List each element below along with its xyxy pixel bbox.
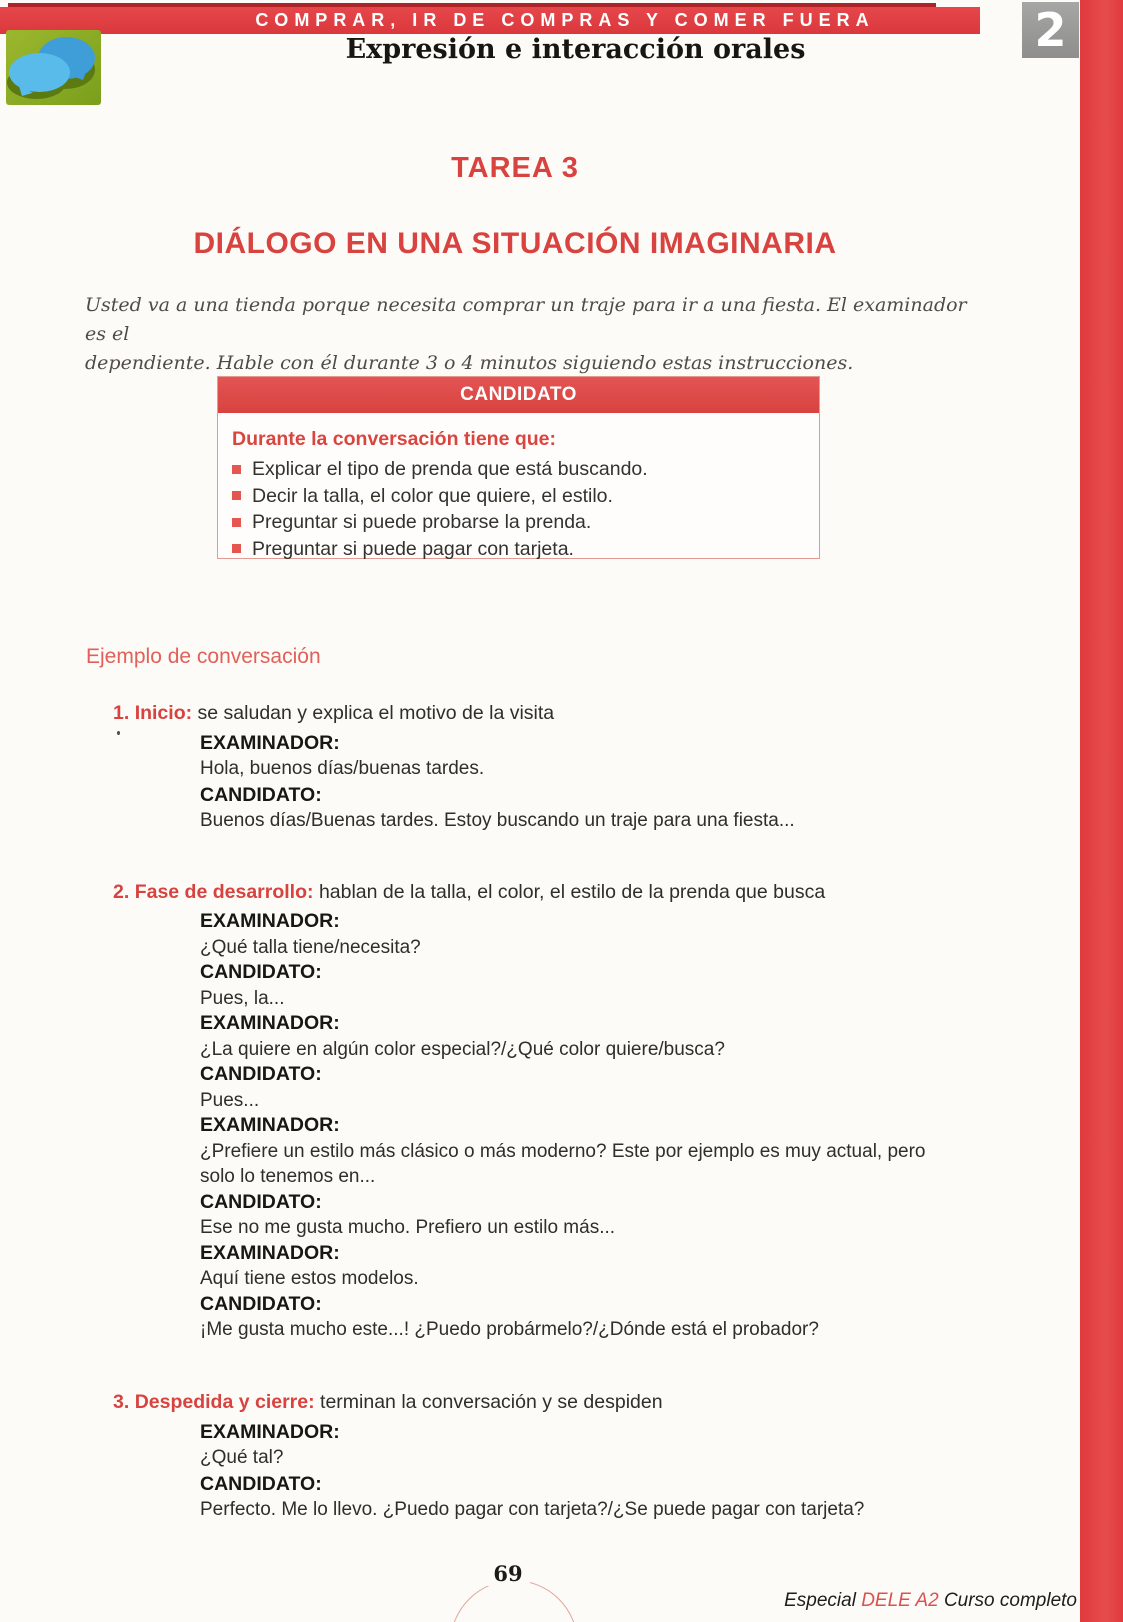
- square-bullet-icon: [232, 518, 241, 527]
- candidato-box: [217, 376, 820, 559]
- stage-description: terminan la conversación y se despiden: [320, 1391, 663, 1413]
- dialog-line: Pues, la...: [200, 987, 285, 1009]
- stage-despedida-y-cierre: [113, 1389, 1003, 1523]
- candidato-box-body: [218, 413, 819, 562]
- dialog-line: Buenos días/Buenas tardes. Estoy buscando un traje para una fiesta...: [200, 810, 795, 831]
- square-bullet-icon: [232, 491, 241, 500]
- bullet-text: Preguntar si puede pagar con tarjeta.: [252, 537, 574, 560]
- dialog-line: ¿Prefiere un estilo más clásico o más moderno? Este por ejemplo es muy actual, pero: [200, 1140, 926, 1162]
- dialog-speaker: EXAMINADOR:: [200, 1241, 340, 1264]
- unit-number: 2: [1034, 3, 1067, 57]
- task-instructions: [85, 291, 975, 378]
- stage-description: hablan de la talla, el color, el estilo de la prenda que busca: [318, 881, 826, 903]
- dialog-line: solo lo tenemos en...: [200, 1166, 376, 1187]
- dialog-block: [200, 909, 1003, 1343]
- dialog-line: Perfecto. Me lo llevo. ¿Puedo pagar con tarjeta?/¿Se puede pagar con tarjeta?: [200, 1499, 865, 1520]
- square-bullet-icon: [232, 544, 241, 553]
- dialog-speaker: CANDIDATO:: [200, 1063, 322, 1085]
- stage-header: [113, 700, 1003, 726]
- dialog-line: ¿Qué talla tiene/necesita?: [200, 936, 421, 958]
- stage-description: se saludan y explica el motivo de la visita: [197, 702, 555, 724]
- dialog-speaker: CANDIDATO:: [200, 784, 322, 806]
- bullet-item: [232, 456, 805, 483]
- speech-bubbles-icon: [6, 30, 101, 105]
- dialog-speaker: CANDIDATO:: [200, 1292, 322, 1315]
- square-bullet-icon: [232, 465, 241, 474]
- conversation-heading: Ejemplo de conversación: [86, 645, 321, 668]
- unit-number-tab: [1022, 2, 1079, 58]
- page-number-circle: [450, 1580, 578, 1622]
- dialog-block: [200, 1419, 1003, 1523]
- section-title: Expresión e interacción orales: [345, 34, 806, 65]
- stage-number: 1.: [113, 702, 130, 724]
- bullet-item: [232, 509, 805, 536]
- stage-number: 2.: [113, 881, 130, 903]
- chapter-banner-title: COMPRAR, IR DE COMPRAS Y COMER FUERA: [255, 10, 875, 30]
- instructions-line-2: dependiente. Hable con él durante 3 o 4 minutos siguiendo estas instrucciones.: [85, 352, 854, 374]
- dialog-line: ¿Qué tal?: [200, 1447, 284, 1468]
- dialog-speaker: CANDIDATO:: [200, 1473, 322, 1495]
- dialog-speaker: CANDIDATO:: [200, 1190, 322, 1213]
- dialog-speaker: EXAMINADOR:: [200, 1012, 340, 1034]
- task-title: TAREA 3: [451, 152, 579, 184]
- bullet-text: Explicar el tipo de prenda que está buscando.: [252, 458, 648, 480]
- chapter-banner: [0, 7, 980, 34]
- dialog-speaker: EXAMINADOR:: [200, 1114, 340, 1136]
- dialog-block: [200, 730, 1003, 834]
- bullet-text: Decir la talla, el color que quiere, el estilo.: [252, 484, 613, 507]
- task-subtitle: DIÁLOGO EN UNA SITUACIÓN IMAGINARIA: [193, 227, 837, 260]
- dialog-line: ¿La quiere en algún color especial?/¿Qué color quiere/busca?: [200, 1038, 725, 1060]
- stage-label: Fase de desarrollo:: [134, 881, 314, 903]
- front-speech-bubble: [9, 53, 70, 92]
- instructions-line-1: Usted va a una tienda porque necesita comprar un traje para ir a una fiesta. El examinador es el: [85, 294, 967, 345]
- stage-number: 3.: [113, 1391, 130, 1413]
- footer-brand-suffix: Curso completo: [943, 1590, 1077, 1611]
- dialog-speaker: EXAMINADOR:: [200, 910, 340, 932]
- dialog-line: Pues...: [200, 1089, 260, 1111]
- candidato-box-header: CANDIDATO: [218, 377, 819, 413]
- dialog-line: Aquí tiene estos modelos.: [200, 1268, 419, 1289]
- dialog-speaker: CANDIDATO:: [200, 961, 322, 983]
- dialog-line: Hola, buenos días/buenas tardes.: [200, 758, 485, 779]
- bullet-text: Preguntar si puede probarse la prenda.: [252, 511, 592, 533]
- footer-brand-prefix: Especial: [784, 1590, 856, 1611]
- dialog-speaker: EXAMINADOR:: [200, 732, 340, 754]
- dialog-line: ¡Me gusta mucho este...! ¿Puedo probármelo?/¿Dónde está el probador?: [200, 1319, 819, 1340]
- dialog-line: Ese no me gusta mucho. Prefiero un estilo más...: [200, 1217, 616, 1238]
- stage-fase-de-desarrollo: [113, 879, 1003, 1343]
- bullet-item: [232, 536, 805, 563]
- stage-header: [113, 1389, 1003, 1415]
- dialog-speaker: EXAMINADOR:: [200, 1421, 340, 1443]
- footer-brand-highlight: DELE A2: [861, 1590, 939, 1611]
- stage-header: [113, 879, 1003, 905]
- bullet-item: [232, 483, 805, 510]
- candidato-box-intro: Durante la conversación tiene que:: [232, 428, 557, 450]
- page-number: 69: [486, 1561, 530, 1586]
- stage-label: Despedida y cierre:: [134, 1391, 315, 1413]
- page-edge-red-bar: [1080, 0, 1123, 1622]
- stage-label: Inicio:: [134, 702, 193, 724]
- stage-inicio: [113, 700, 1003, 834]
- footer-brand: [784, 1590, 1077, 1612]
